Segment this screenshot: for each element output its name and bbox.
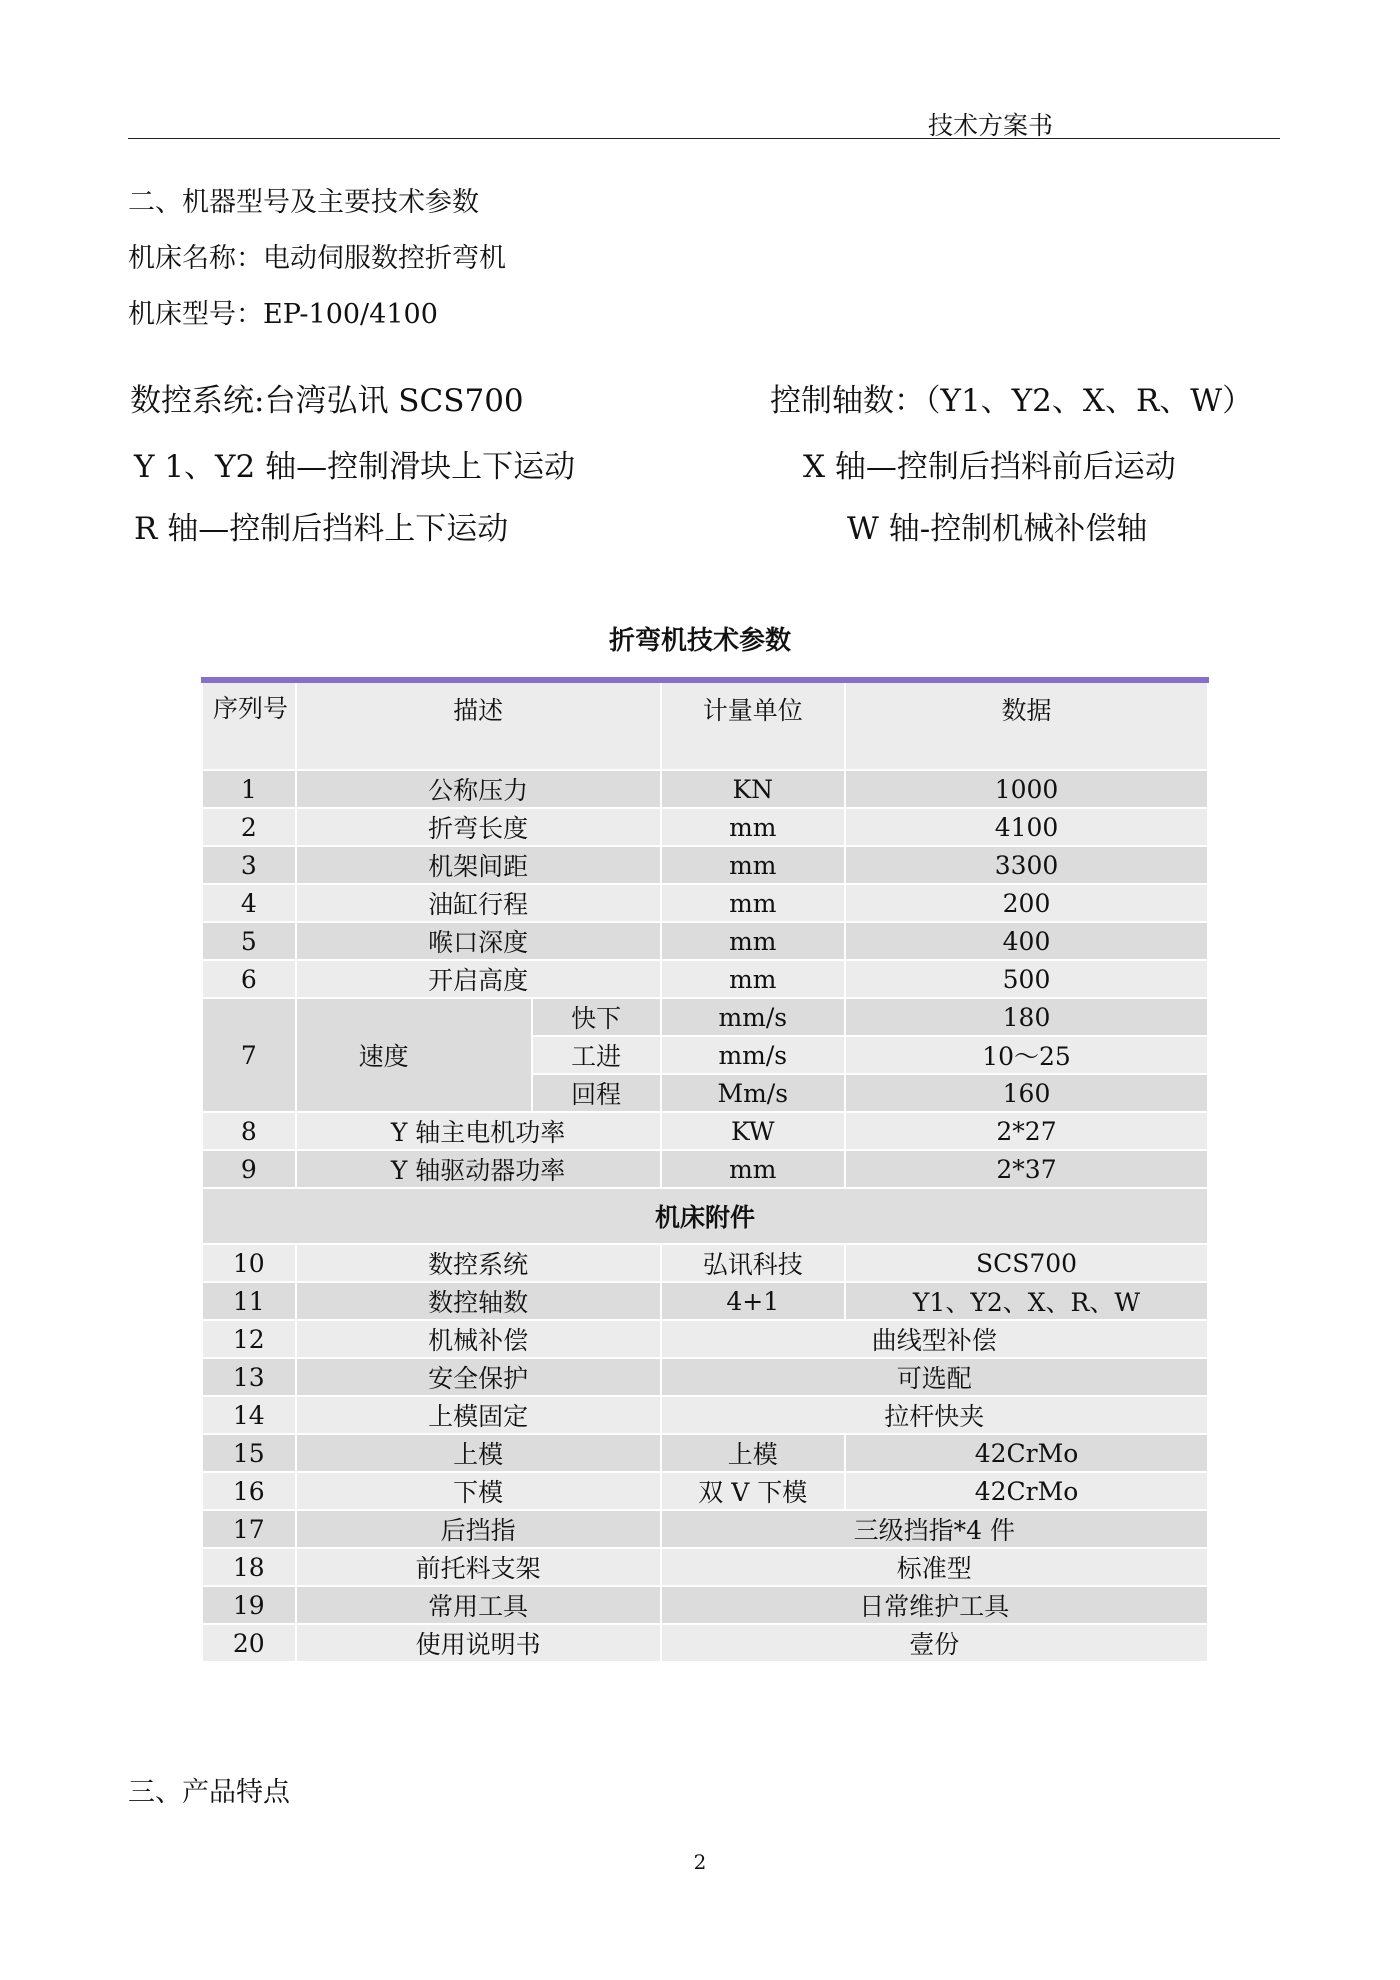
- page-number: 2: [693, 1850, 707, 1874]
- spec-table: [201, 677, 1209, 1663]
- table-cell: SCS700: [845, 1244, 1208, 1282]
- table-cell: 14: [202, 1396, 296, 1434]
- table-cell: 3300: [845, 846, 1208, 884]
- table-cell: 7: [202, 998, 296, 1112]
- table-title: 折弯机技术参数: [608, 626, 791, 656]
- table-cell: 公称压力: [296, 770, 661, 808]
- table-cell: KN: [661, 770, 845, 808]
- table-row: [202, 998, 1208, 1036]
- table-row: [202, 1396, 1208, 1434]
- table-cell: 13: [202, 1358, 296, 1396]
- y-axis-desc: Y 1、Y2 轴—控制滑块上下运动: [134, 449, 576, 485]
- table-cell: 10～25: [845, 1036, 1208, 1074]
- table-row: [202, 1320, 1208, 1358]
- header-rule: [128, 138, 1280, 139]
- table-cell: mm/s: [661, 998, 845, 1036]
- table-cell: 1000: [845, 770, 1208, 808]
- table-row: [202, 808, 1208, 846]
- table-row: [202, 846, 1208, 884]
- table-header-row: [202, 680, 1208, 770]
- table-row: [202, 1510, 1208, 1548]
- table-cell: 11: [202, 1282, 296, 1320]
- table-cell: 可选配: [661, 1358, 1208, 1396]
- table-cell: 4: [202, 884, 296, 922]
- table-cell: 上模: [661, 1434, 845, 1472]
- table-cell: 400: [845, 922, 1208, 960]
- table-cell: 42CrMo: [845, 1472, 1208, 1510]
- table-row: [202, 1150, 1208, 1188]
- machine-name: 机床名称：电动伺服数控折弯机: [128, 243, 506, 274]
- table-cell: 折弯长度: [296, 808, 661, 846]
- table-cell: mm: [661, 922, 845, 960]
- table-cell: 2*27: [845, 1112, 1208, 1150]
- table-cell: 180: [845, 998, 1208, 1036]
- table-cell: 3: [202, 846, 296, 884]
- table-cell: 2: [202, 808, 296, 846]
- table-cell: mm: [661, 846, 845, 884]
- r-axis-desc: R 轴—控制后挡料上下运动: [134, 511, 509, 547]
- table-cell: 42CrMo: [845, 1434, 1208, 1472]
- header-data: 数据: [845, 680, 1208, 770]
- table-cell: 机架间距: [296, 846, 661, 884]
- table-row: [202, 884, 1208, 922]
- table-cell: 160: [845, 1074, 1208, 1112]
- table-row: [202, 1434, 1208, 1472]
- w-axis-desc: W 轴-控制机械补偿轴: [847, 511, 1148, 547]
- x-axis-desc: X 轴—控制后挡料前后运动: [803, 449, 1176, 485]
- running-header: 技术方案书: [928, 111, 1054, 140]
- table-row: [202, 1112, 1208, 1150]
- table-cell: 开启高度: [296, 960, 661, 998]
- table-cell: mm/s: [661, 1036, 845, 1074]
- table-row: [202, 1472, 1208, 1510]
- table-cell: 常用工具: [296, 1586, 661, 1624]
- table-row: [202, 1358, 1208, 1396]
- table-cell: 日常维护工具: [661, 1586, 1208, 1624]
- table-cell: 17: [202, 1510, 296, 1548]
- table-cell: 速度: [296, 998, 532, 1112]
- table-cell: mm: [661, 884, 845, 922]
- table-cell: 6: [202, 960, 296, 998]
- section-heading: 二、机器型号及主要技术参数: [128, 187, 479, 218]
- table-cell: Mm/s: [661, 1074, 845, 1112]
- table-cell: 9: [202, 1150, 296, 1188]
- table-cell: 弘讯科技: [661, 1244, 845, 1282]
- header-unit: 计量单位: [661, 680, 845, 770]
- cnc-system: 数控系统:台湾弘讯 SCS700: [130, 383, 524, 419]
- table-row: [202, 960, 1208, 998]
- header-no: 序列号: [202, 680, 296, 770]
- table-cell: mm: [661, 960, 845, 998]
- table-cell: 10: [202, 1244, 296, 1282]
- table-cell: 工进: [532, 1036, 661, 1074]
- section-row: [202, 1188, 1208, 1244]
- table-cell: 三级挡指*4 件: [661, 1510, 1208, 1548]
- table-cell: 4100: [845, 808, 1208, 846]
- table-cell: 18: [202, 1548, 296, 1586]
- section-cell: 机床附件: [202, 1188, 1208, 1244]
- table-row: [202, 1586, 1208, 1624]
- table-cell: mm: [661, 1150, 845, 1188]
- table-cell: 15: [202, 1434, 296, 1472]
- table-cell: KW: [661, 1112, 845, 1150]
- table-cell: 曲线型补偿: [661, 1320, 1208, 1358]
- table-cell: 500: [845, 960, 1208, 998]
- table-cell: 上模固定: [296, 1396, 661, 1434]
- table-cell: 油缸行程: [296, 884, 661, 922]
- table-cell: 20: [202, 1624, 296, 1662]
- table-cell: 2*37: [845, 1150, 1208, 1188]
- table-cell: Y 轴驱动器功率: [296, 1150, 661, 1188]
- table-cell: 19: [202, 1586, 296, 1624]
- table-cell: 快下: [532, 998, 661, 1036]
- table-cell: 4+1: [661, 1282, 845, 1320]
- table-cell: 上模: [296, 1434, 661, 1472]
- table-cell: mm: [661, 808, 845, 846]
- table-cell: 回程: [532, 1074, 661, 1112]
- table-cell: 壹份: [661, 1624, 1208, 1662]
- table-cell: 标准型: [661, 1548, 1208, 1586]
- table-row: [202, 770, 1208, 808]
- table-cell: 数控轴数: [296, 1282, 661, 1320]
- table-row: [202, 1548, 1208, 1586]
- machine-model: 机床型号：EP-100/4100: [128, 299, 438, 330]
- table-row: [202, 922, 1208, 960]
- table-row: [202, 1244, 1208, 1282]
- header-desc: 描述: [296, 680, 661, 770]
- table-cell: 下模: [296, 1472, 661, 1510]
- table-cell: Y1、Y2、X、R、W: [845, 1282, 1208, 1320]
- table-cell: 8: [202, 1112, 296, 1150]
- table-cell: 拉杆快夹: [661, 1396, 1208, 1434]
- table-cell: 双 V 下模: [661, 1472, 845, 1510]
- table-cell: 数控系统: [296, 1244, 661, 1282]
- table-cell: 安全保护: [296, 1358, 661, 1396]
- table-cell: 后挡指: [296, 1510, 661, 1548]
- table-cell: 喉口深度: [296, 922, 661, 960]
- table-cell: 12: [202, 1320, 296, 1358]
- table-cell: 使用说明书: [296, 1624, 661, 1662]
- section-heading-features: 三、产品特点: [128, 1777, 290, 1808]
- table-cell: 机械补偿: [296, 1320, 661, 1358]
- table-cell: 200: [845, 884, 1208, 922]
- table-cell: 1: [202, 770, 296, 808]
- table-cell: Y 轴主电机功率: [296, 1112, 661, 1150]
- table-row: [202, 1282, 1208, 1320]
- table-cell: 5: [202, 922, 296, 960]
- control-axes: 控制轴数：（Y1、Y2、X、R、W）: [770, 383, 1254, 419]
- table-row: [202, 1624, 1208, 1662]
- table-cell: 16: [202, 1472, 296, 1510]
- table-cell: 前托料支架: [296, 1548, 661, 1586]
